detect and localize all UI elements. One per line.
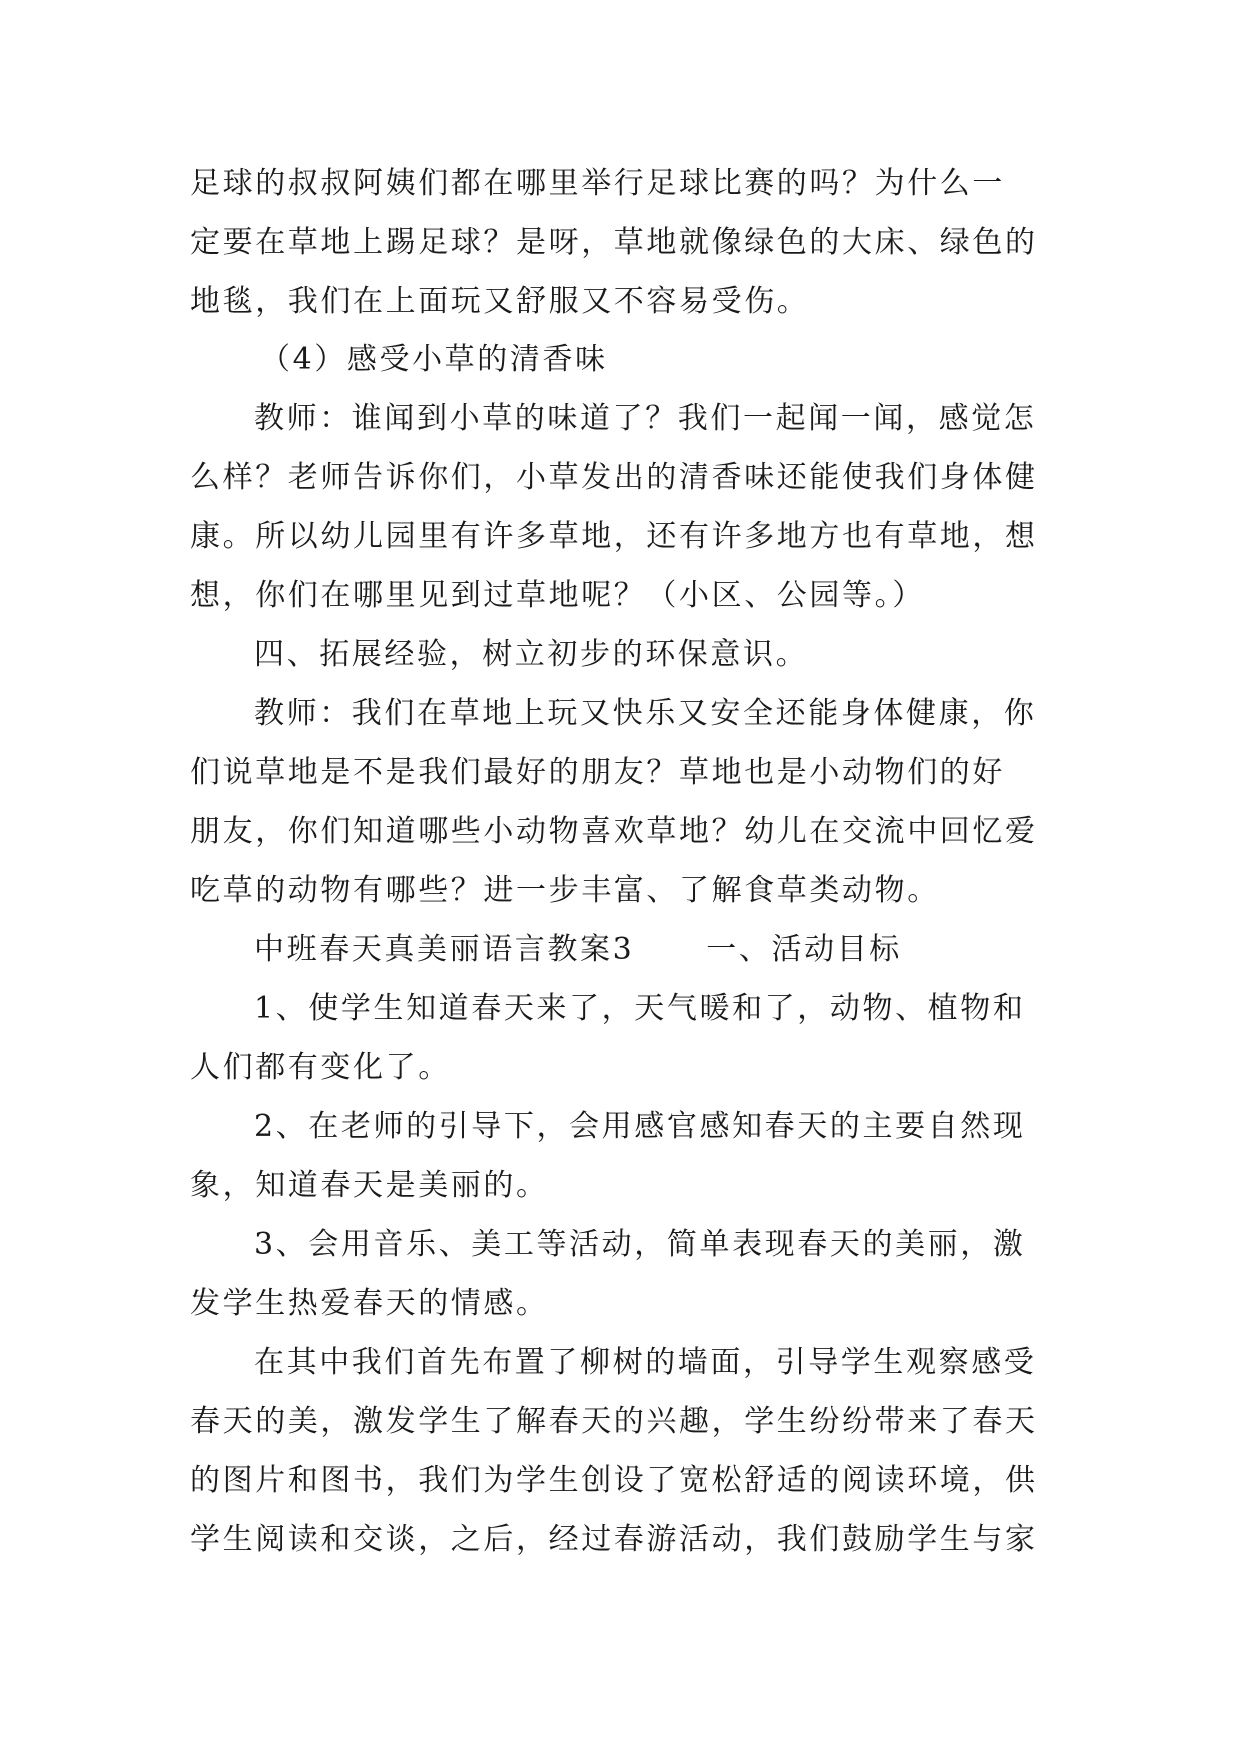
paragraph-line: 人们都有变化了。 <box>190 1050 451 1085</box>
paragraph-line: 教师：谁闻到小草的味道了？我们一起闻一闻，感觉怎 <box>254 401 1037 436</box>
paragraph-line: 定要在草地上踢足球？是呀，草地就像绿色的大床、绿色的 <box>190 225 1038 260</box>
paragraph-line: 吃草的动物有哪些？进一步丰富、了解食草类动物。 <box>190 873 940 908</box>
objective-item: 2、在老师的引导下，会用感官感知春天的主要自然现 <box>254 1109 1026 1144</box>
paragraph-line: 春天的美，激发学生了解春天的兴趣，学生纷纷带来了春天 <box>190 1404 1038 1439</box>
paragraph-line: 学生阅读和交谈，之后，经过春游活动，我们鼓励学生与家 <box>190 1522 1038 1557</box>
objective-item: 1、使学生知道春天来了，天气暖和了，动物、植物和 <box>254 991 1026 1026</box>
paragraph-line: 么样？老师告诉你们，小草发出的清香味还能使我们身体健 <box>190 460 1038 495</box>
paragraph-line: 康。所以幼儿园里有许多草地，还有许多地方也有草地，想 <box>190 519 1038 554</box>
objectives-heading: 一、活动目标 <box>706 932 902 967</box>
paragraph-line: 足球的叔叔阿姨们都在哪里举行足球比赛的吗？为什么一 <box>190 166 1005 201</box>
paragraph-line: 发学生热爱春天的情感。 <box>190 1286 549 1321</box>
paragraph-line: 象，知道春天是美丽的。 <box>190 1168 549 1203</box>
section-heading: （4）感受小草的清香味 <box>260 342 608 377</box>
paragraph-line: 在其中我们首先布置了柳树的墙面，引导学生观察感受 <box>254 1345 1037 1380</box>
paragraph-line: 的图片和图书，我们为学生创设了宽松舒适的阅读环境，供 <box>190 1463 1038 1498</box>
paragraph-line: 地毯，我们在上面玩又舒服又不容易受伤。 <box>190 284 810 319</box>
paragraph-line: 们说草地是不是我们最好的朋友？草地也是小动物们的好 <box>190 755 1005 790</box>
lesson-title-line <box>190 922 1050 978</box>
paragraph-line: 朋友，你们知道哪些小动物喜欢草地？幼儿在交流中回忆爱 <box>190 814 1038 849</box>
paragraph-line: 教师：我们在草地上玩又快乐又安全还能身体健康，你 <box>254 696 1037 731</box>
lesson-title: 中班春天真美丽语言教案3 <box>254 932 635 967</box>
objective-item: 3、会用音乐、美工等活动，简单表现春天的美丽，激 <box>254 1227 1026 1262</box>
paragraph-line: 想，你们在哪里见到过草地呢？（小区、公园等。） <box>190 578 925 613</box>
section-heading: 四、拓展经验，树立初步的环保意识。 <box>254 637 809 672</box>
